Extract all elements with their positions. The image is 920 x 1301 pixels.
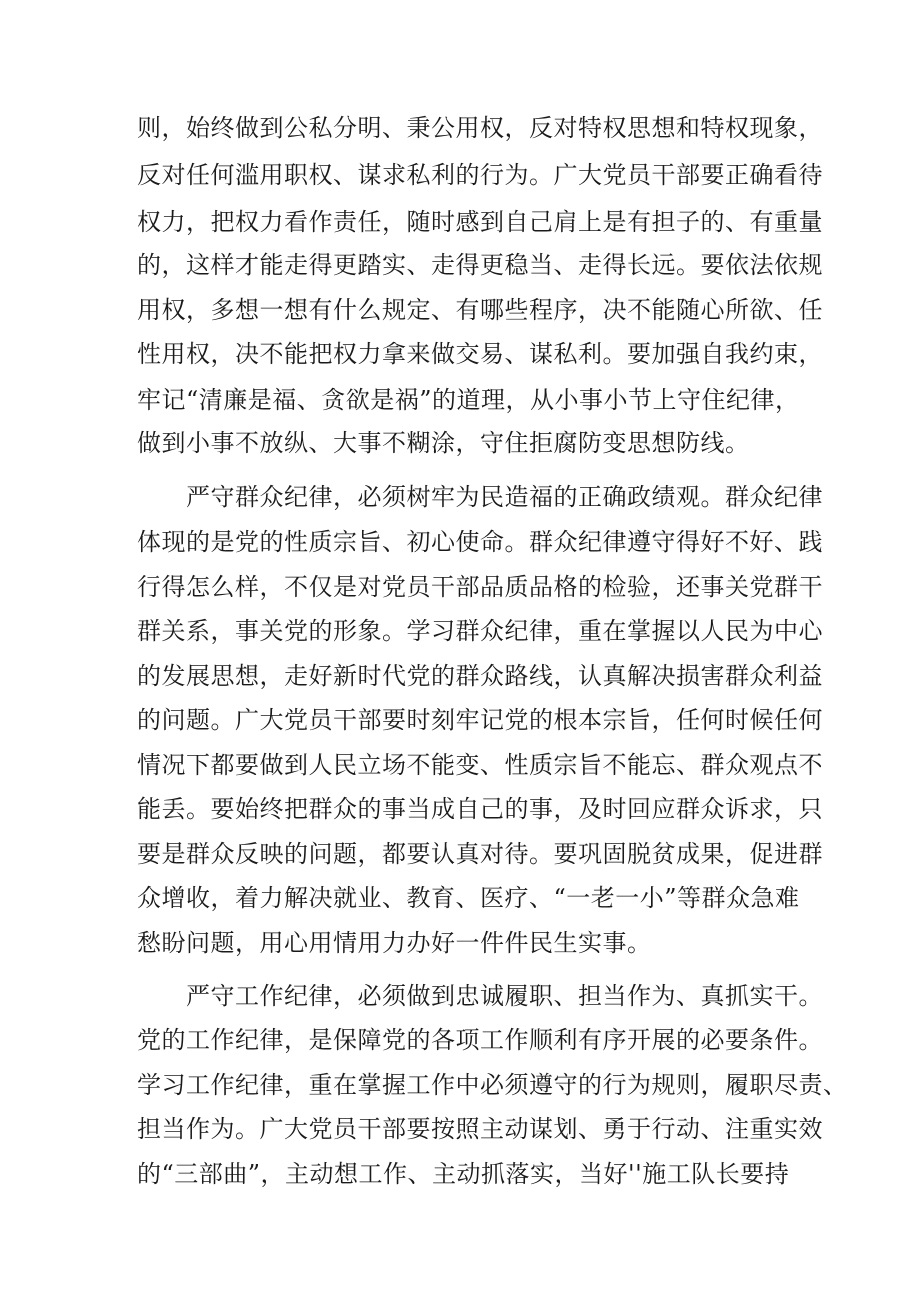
text-line: 学习工作纪律，重在掌握工作中必须遵守的行为规则，履职尽责、 [137,1071,848,1099]
text-line: 反对任何滥用职权、谋求私利的行为。广大党员干部要正确看待 [137,161,823,189]
text-line: 做到小事不放纵、大事不糊涂，守住拒腐防变思想防线。 [137,429,750,457]
text-line: 能丢。要始终把群众的事当成自己的事，及时回应群众诉求，只 [137,795,823,823]
text-line: 行得怎么样，不仅是对党员干部品质品格的检验，还事关党群干 [137,573,823,601]
text-line: 性用权，决不能把权力拿来做交易、谋私利。要加强自我约束， [137,340,823,368]
text-line: 愁盼问题，用心用情用力办好一件件民生实事。 [137,929,652,957]
text-line: 的问题。广大党员干部要时刻牢记党的根本宗旨，任何时候任何 [137,706,823,734]
text-line: 众增收，着力解决就业、教育、医疗、“一老一小”等群众急难 [137,884,800,912]
text-line: 则，始终做到公私分明、秉公用权，反对特权思想和特权现象， [137,114,823,142]
text-line: 严守群众纪律，必须树牢为民造福的正确政绩观。群众纪律 [186,483,823,511]
text-line: 牢记“清廉是福、贪欲是祸”的道理，从小事小节上守住纪律， [137,386,800,414]
text-line: 体现的是党的性质宗旨、初心使命。群众纪律遵守得好不好、践 [137,528,823,556]
text-line: 担当作为。广大党员干部要按照主动谋划、勇于行动、注重实效 [137,1115,823,1143]
text-line: 要是群众反映的问题，都要认真对待。要巩固脱贫成果，促进群 [137,840,823,868]
text-line: 的发展思想，走好新时代党的群众路线，认真解决损害群众利益 [137,662,823,690]
text-line: 群关系，事关党的形象。学习群众纪律，重在掌握以人民为中心 [137,617,823,645]
text-line: 严守工作纪律，必须做到忠诚履职、担当作为、真抓实干。 [186,982,823,1010]
text-line: 情况下都要做到人民立场不能变、性质宗旨不能忘、群众观点不 [137,751,823,779]
text-line: 的，这样才能走得更踏实、走得更稳当、走得长远。要依法依规 [137,251,823,279]
text-line: 的“三部曲”，主动想工作、主动抓落实，当好''施工队长要持 [137,1160,790,1188]
text-line: 权力，把权力看作责任，随时感到自己肩上是有担子的、有重量 [137,208,823,236]
text-line: 党的工作纪律，是保障党的各项工作顺利有序开展的必要条件。 [137,1026,823,1054]
text-line: 用权，多想一想有什么规定、有哪些程序，决不能随心所欲、任 [137,296,823,324]
